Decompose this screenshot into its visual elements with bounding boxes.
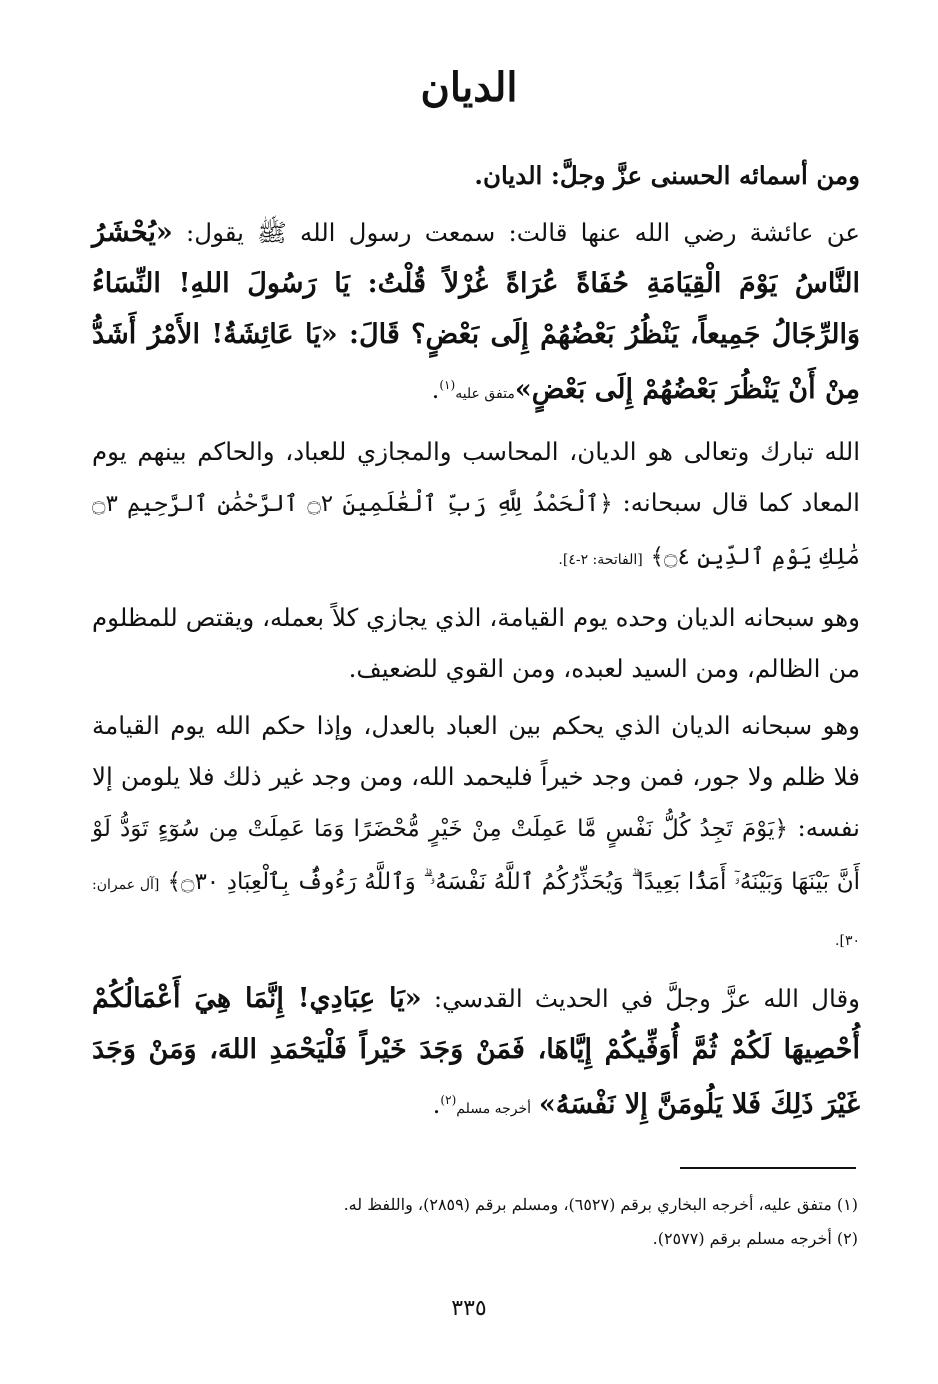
hadith-quote: «يَا عِبَادِي! إِنَّمَا هِيَ أَعْمَالُكُمْ أُحْصِيهَا لَكُمْ ثُمَّ أُوَفِّيكُمْ إِيَّاهَا، فَمَنْ وَجَدَ خَيْراً فَلْيَحْمَدِ اللهَ، وَمَنْ وَجَدَ غَيْرَ ذَلِكَ فَلا يَلُومَنَّ إِلا نَفْسَهُ» — [92, 983, 860, 1121]
footnote-1: (١) متفق عليه، أخرجه البخاري برقم (٦٥٢٧)، ومسلم برقم (٢٨٥٩)، واللفظ له. — [343, 1195, 858, 1214]
paragraph-hadith-qudsi: وقال الله عزَّ وجلَّ في الحديث القدسي: «يَا عِبَادِي! إِنَّمَا هِيَ أَعْمَالُكُمْ أُحْصِيهَا لَكُمْ ثُمَّ أُوَفِّيكُمْ إِيَّاهَا، فَمَنْ وَجَدَ خَيْراً فَلْيَحْمَدِ اللهَ، وَمَنْ وَجَدَ غَيْرَ ذَلِكَ فَلا يَلُومَنَّ إِلا نَفْسَهُ» أخرجه مسلم$^{(٢)}$. — [92, 983, 860, 1121]
paragraph-text: الله تبارك وتعالى هو الديان، المحاسب والمجازي للعباد، والحاكم بينهم يوم المعاد كما قال سبحانه: — [92, 437, 860, 518]
hadith-source: متفق عليه — [455, 386, 515, 403]
page-number: ٣٣٥ — [451, 1296, 487, 1321]
paragraph-hadith-aisha: عن عائشة رضي الله عنها قالت: سمعت رسول الله ﷺ يقول: «يُحْشَرُ النَّاسُ يَوْمَ الْقِيَامَةِ حُفَاةً عُرَاةً غُرْلاً قُلْتُ: يَا رَسُولَ اللهِ! النِّسَاءُ وَالرِّجَالُ جَمِيعاً، يَنْظُرُ بَعْضُهُمْ إِلَى بَعْضٍ؟ قَالَ: «يَا عَائِشَةُ! الأَمْرُ أَشَدُّ مِنْ أَنْ يَنْظُرَ بَعْضُهُمْ إِلَى بَعْضٍ»متفق عليه$^{(١)}$. — [92, 217, 860, 406]
quran-source: [آل عمران: ٣٠]. — [92, 877, 860, 950]
main-text — [92, 150, 860, 1141]
quran-verse: ﴿ٱلْحَمْدُ لِلَّهِ رَبِّ ٱلْعَٰلَمِينَ ۝٢ ٱلرَّحْمَٰنِ ٱلرَّحِيمِ ۝٣ مَٰلِكِ يَوْمِ ٱلدِّينِ ۝٤﴾ — [92, 491, 860, 571]
paragraph-text: وهو سبحانه الديان الذي يحكم بين العباد بالعدل، وإذا حكم الله يوم القيامة فلا ظلم ولا جور، فمن وجد خيراً فليحمد الله، ومن وجد غير ذلك فلا يلومن إلا نفسه: — [92, 711, 861, 843]
footnote-ref-2: (٢) — [440, 1093, 457, 1108]
paragraph-justice — [92, 700, 860, 967]
hadith-source: أخرجه مسلم — [456, 1101, 532, 1118]
intro-line: ومن أسمائه الحسنى عزَّ وجلَّ: الديان. — [474, 161, 860, 190]
hadith-quote: «يُحْشَرُ النَّاسُ يَوْمَ الْقِيَامَةِ حُفَاةً عُرَاةً غُرْلاً قُلْتُ: يَا رَسُولَ اللهِ! النِّسَاءُ وَالرِّجَالُ جَمِيعاً، يَنْظُرُ بَعْضُهُمْ إِلَى بَعْضٍ؟ قَالَ: «يَا عَائِشَةُ! الأَمْرُ أَشَدُّ مِنْ أَنْ يَنْظُرَ بَعْضُهُمْ إِلَى بَعْضٍ» — [92, 217, 860, 406]
footnotes — [92, 1188, 858, 1256]
footnote-ref-1: (١) — [439, 378, 456, 392]
footnote-2: (٢) أخرجه مسلم برقم (٢٥٧٧). — [652, 1229, 858, 1248]
quran-source: [الفاتحة: ٢-٤]. — [558, 552, 643, 569]
paragraph-text: وقال الله عزَّ وجلَّ في الحديث القدسي: — [421, 984, 860, 1014]
paragraph-judgment: وهو سبحانه الديان وحده يوم القيامة، الذي يجازي كلاً بعمله، ويقتص للمظلوم من الظالم، ومن السيد لعبده، ومن القوي للضعيف. — [92, 603, 860, 684]
chapter-title: الديان — [420, 64, 518, 111]
paragraph-text: عن عائشة رضي الله عنها قالت: سمعت رسول الله ﷺ يقول: — [172, 218, 860, 247]
paragraph-definition — [92, 426, 860, 586]
footnote-divider — [680, 1167, 856, 1169]
quran-verse: ﴿يَوْمَ تَجِدُ كُلُّ نَفْسٍ مَّا عَمِلَتْ مِنْ خَيْرٍ مُّحْضَرًا وَمَا عَمِلَتْ مِن سُوٓءٍ تَوَدُّ لَوْ أَنَّ بَيْنَهَا وَبَيْنَهُۥٓ أَمَدًۢا بَعِيدًا ۗ وَيُحَذِّرُكُمُ ٱللَّهُ نَفْسَهُۥ ۗ وَٱللَّهُ رَءُوفٌۢ بِٱلْعِبَادِ ۝٣٠﴾ — [92, 816, 860, 896]
